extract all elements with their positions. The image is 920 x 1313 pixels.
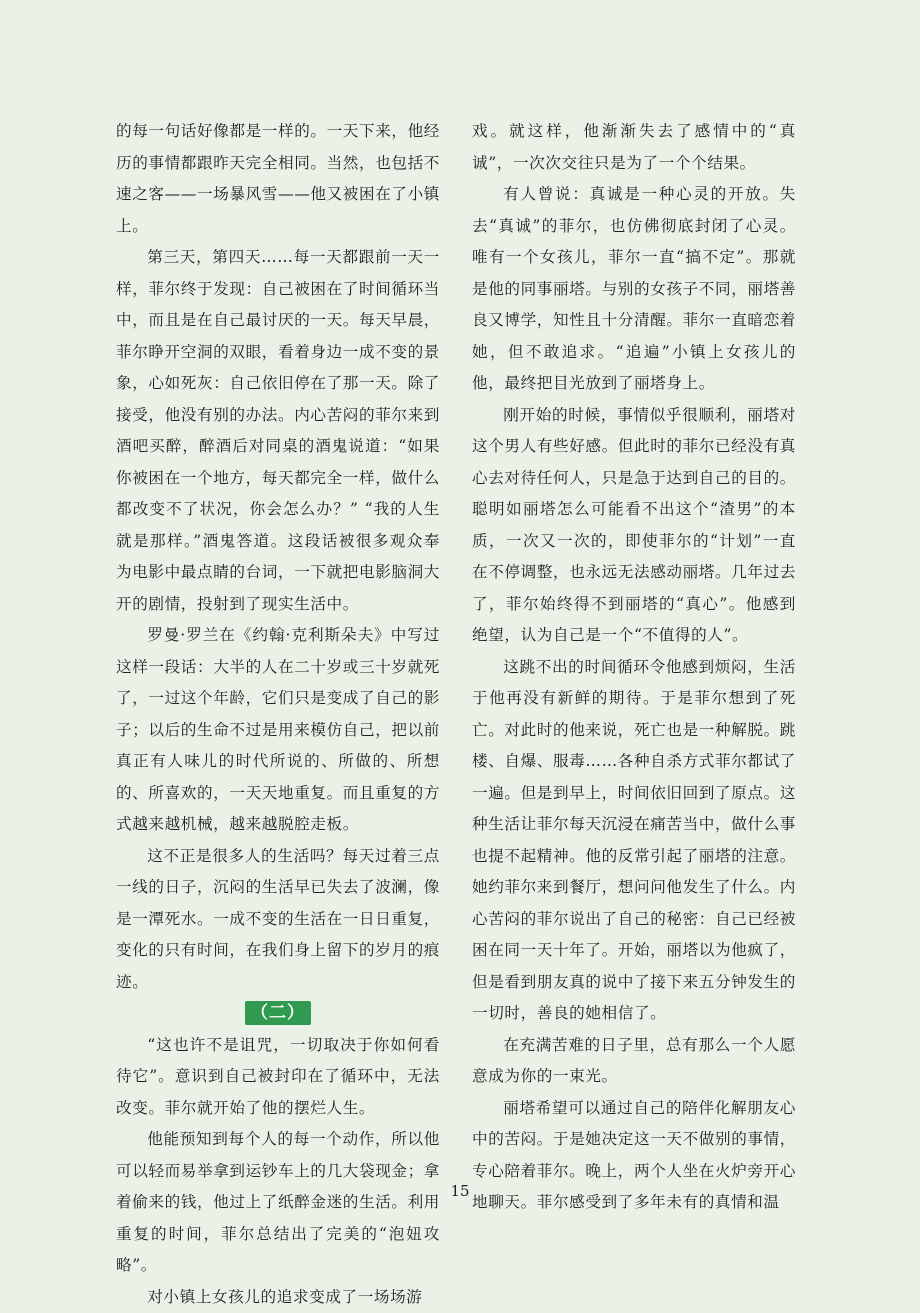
paragraph: 这跳不出的时间循环令他感到烦闷，生活于他再没有新鲜的期待。于是菲尔想到了死亡。对此时的他来说，死亡也是一种解脱。跳楼、自爆、服毒……各种自杀方式菲尔都试了一遍。但是到早上，时间依旧回到了原点。这种生活让菲尔每天沉浸在痛苦当中，做什么事也提不起精神。他的反常引起了丽塔的注意。她约菲尔来到餐厅，想问问他发生了什么。内心苦闷的菲尔说出了自己的秘密：自己已经被困在同一天十年了。开始，丽塔以为他疯了，但是看到朋友真的说中了接下来五分钟发生的一切时，善良的她相信了。 — [472, 652, 796, 1030]
paragraph: 这不正是很多人的生活吗？每天过着三点一线的日子，沉闷的生活早已失去了波澜，像是一潭死水。一成不变的生活在一日日重复，变化的只有时间，在我们身上留下的岁月的痕迹。 — [116, 841, 440, 999]
left-column — [116, 116, 440, 1313]
paragraph: 对小镇上女孩儿的追求变成了一场场游 — [116, 1282, 440, 1313]
page-number: 15 — [0, 1182, 920, 1200]
paragraph: 有人曾说：真诚是一种心灵的开放。失去“真诚”的菲尔，也仿佛彻底封闭了心灵。唯有一个女孩儿，菲尔一直“搞不定”。那就是他的同事丽塔。与别的女孩子不同，丽塔善良又博学，知性且十分清醒。菲尔一直暗恋着她，但不敢追求。“追遍”小镇上女孩儿的他，最终把目光放到了丽塔身上。 — [472, 179, 796, 400]
section-heading: （二） — [245, 1001, 311, 1025]
paragraph: 罗曼·罗兰在《约翰·克利斯朵夫》中写过这样一段话：大半的人在二十岁或三十岁就死了，一过这个年龄，它们只是变成了自己的影子；以后的生命不过是用来模仿自己，把以前真正有人味儿的时代所说的、所做的、所想的、所喜欢的，一天天地重复。而且重复的方式越来越机械，越来越脱腔走板。 — [116, 620, 440, 841]
paragraph: 的每一句话好像都是一样的。一天下来，他经历的事情都跟昨天完全相同。当然，也包括不速之客——一场暴风雪——他又被困在了小镇上。 — [116, 116, 440, 242]
paragraph: 在充满苦难的日子里，总有那么一个人愿意成为你的一束光。 — [472, 1030, 796, 1093]
paragraph: 他能预知到每个人的每一个动作，所以他可以轻而易举拿到运钞车上的几大袋现金；拿着偷来的钱，他过上了纸醉金迷的生活。利用重复的时间，菲尔总结出了完美的“泡妞攻略”。 — [116, 1124, 440, 1282]
paragraph: 刚开始的时候，事情似乎很顺利，丽塔对这个男人有些好感。但此时的菲尔已经没有真心去对待任何人，只是急于达到自己的目的。聪明如丽塔怎么可能看不出这个“渣男”的本质，一次又一次的，即使菲尔的“计划”一直在不停调整，也永远无法感动丽塔。几年过去了，菲尔始终得不到丽塔的“真心”。他感到绝望，认为自己是一个“不值得的人”。 — [472, 400, 796, 652]
paragraph: 第三天，第四天……每一天都跟前一天一样，菲尔终于发现：自己被困在了时间循环当中，而且是在自己最讨厌的一天。每天早晨，菲尔睁开空洞的双眼，看着身边一成不变的景象，心如死灰：自己依旧停在了那一天。除了接受，他没有别的办法。内心苦闷的菲尔来到酒吧买醉，醉酒后对同桌的酒鬼说道：“如果你被困在一个地方，每天都完全一样，做什么都改变不了状况，你会怎么办？” “我的人生就是那样。”酒鬼答道。这段话被很多观众奉为电影中最点睛的台词，一下就把电影脑洞大开的剧情，投射到了现实生活中。 — [116, 242, 440, 620]
section-heading-row — [116, 998, 440, 1030]
paragraph: 丽塔希望可以通过自己的陪伴化解朋友心中的苦闷。于是她决定这一天不做别的事情，专心陪着菲尔。晚上，两个人坐在火炉旁开心地聊天。菲尔感受到了多年未有的真情和温 — [472, 1093, 796, 1219]
paragraph: 戏。就这样，他渐渐失去了感情中的“真诚”，一次次交往只是为了一个个结果。 — [472, 116, 796, 179]
paragraph: “这也许不是诅咒，一切取决于你如何看待它”。意识到自己被封印在了循环中，无法改变。菲尔就开始了他的摆烂人生。 — [116, 1030, 440, 1125]
right-column — [472, 116, 796, 1219]
